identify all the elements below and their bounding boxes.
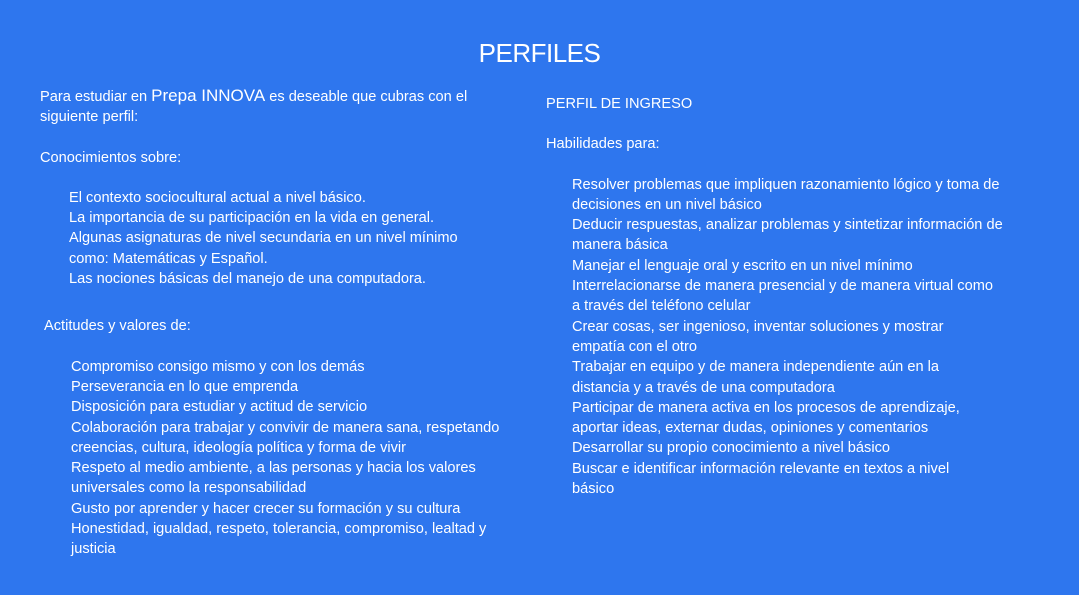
intro-text: Para estudiar en bbox=[40, 89, 152, 105]
skill-item: Deducir respuestas, analizar problemas y sintetizar información de manera básica bbox=[572, 217, 1003, 254]
knowledge-item: Las nociones básicas del manejo de una computadora. bbox=[69, 271, 426, 288]
attitude-item: Gusto por aprender y hacer crecer su formación y su cultura bbox=[71, 500, 461, 517]
intro-text-end: es deseable que cubras con el siguiente perfil: bbox=[40, 89, 468, 126]
skill-item: Crear cosas, ser ingenioso, inventar soluciones y mostrar empatía con el otro bbox=[572, 318, 944, 355]
skill-item: Interrelacionarse de manera presencial y de manera virtual como a través del teléfono celular bbox=[572, 278, 993, 315]
brand-name: Prepa INNOVA bbox=[151, 86, 266, 105]
skills-heading: Habilidades para: bbox=[546, 136, 660, 153]
entry-profile-heading: PERFIL DE INGRESO bbox=[546, 96, 693, 112]
attitude-item: Disposición para estudiar y actitud de servicio bbox=[71, 399, 368, 416]
attitude-item: Perseverancia en lo que emprenda bbox=[71, 378, 299, 395]
knowledge-heading: Conocimientos sobre: bbox=[40, 149, 182, 166]
knowledge-item: La importancia de su participación en la vida en general. bbox=[69, 210, 435, 227]
right-column bbox=[546, 94, 1046, 499]
knowledge-item: Algunas asignaturas de nivel secundaria en un nivel mínimo como: Matemáticas y Español. bbox=[69, 230, 458, 267]
left-column bbox=[40, 86, 510, 560]
skill-item: Manejar el lenguaje oral y escrito en un nivel mínimo bbox=[572, 257, 913, 274]
page-title: PERFILES bbox=[478, 38, 601, 68]
skill-item: Buscar e identificar información relevante en textos a nivel básico bbox=[572, 460, 950, 498]
intro-paragraph bbox=[40, 86, 510, 128]
attitude-item: Honestidad, igualdad, respeto, tolerancia, compromiso, lealtad y justicia bbox=[71, 521, 487, 558]
attitudes-list bbox=[71, 357, 536, 560]
skills-list bbox=[572, 175, 1042, 500]
skill-item: Trabajar en equipo y de manera independiente aún en la distancia y a través de una computadora bbox=[572, 359, 940, 396]
skill-item: Desarrollar su propio conocimiento a nivel básico bbox=[572, 440, 890, 457]
knowledge-item: El contexto sociocultural actual a nivel básico. bbox=[69, 189, 366, 206]
attitude-item: Respeto al medio ambiente, a las personas y hacia los valores universales como la responsabilidad bbox=[71, 460, 476, 497]
skill-item: Participar de manera activa en los procesos de aprendizaje, aportar ideas, externar dudas, opiniones y comentarios bbox=[572, 399, 960, 437]
knowledge-list bbox=[69, 188, 509, 289]
attitudes-heading: Actitudes y valores de: bbox=[44, 318, 191, 335]
skill-item: Resolver problemas que impliquen razonamiento lógico y toma de decisiones en un nivel básico bbox=[572, 176, 1000, 213]
attitude-item: Colaboración para trabajar y convivir de manera sana, respetando creencias, cultura, ideología política y forma de vivir bbox=[71, 419, 500, 456]
attitude-item: Compromiso consigo mismo y con los demás bbox=[71, 358, 365, 375]
